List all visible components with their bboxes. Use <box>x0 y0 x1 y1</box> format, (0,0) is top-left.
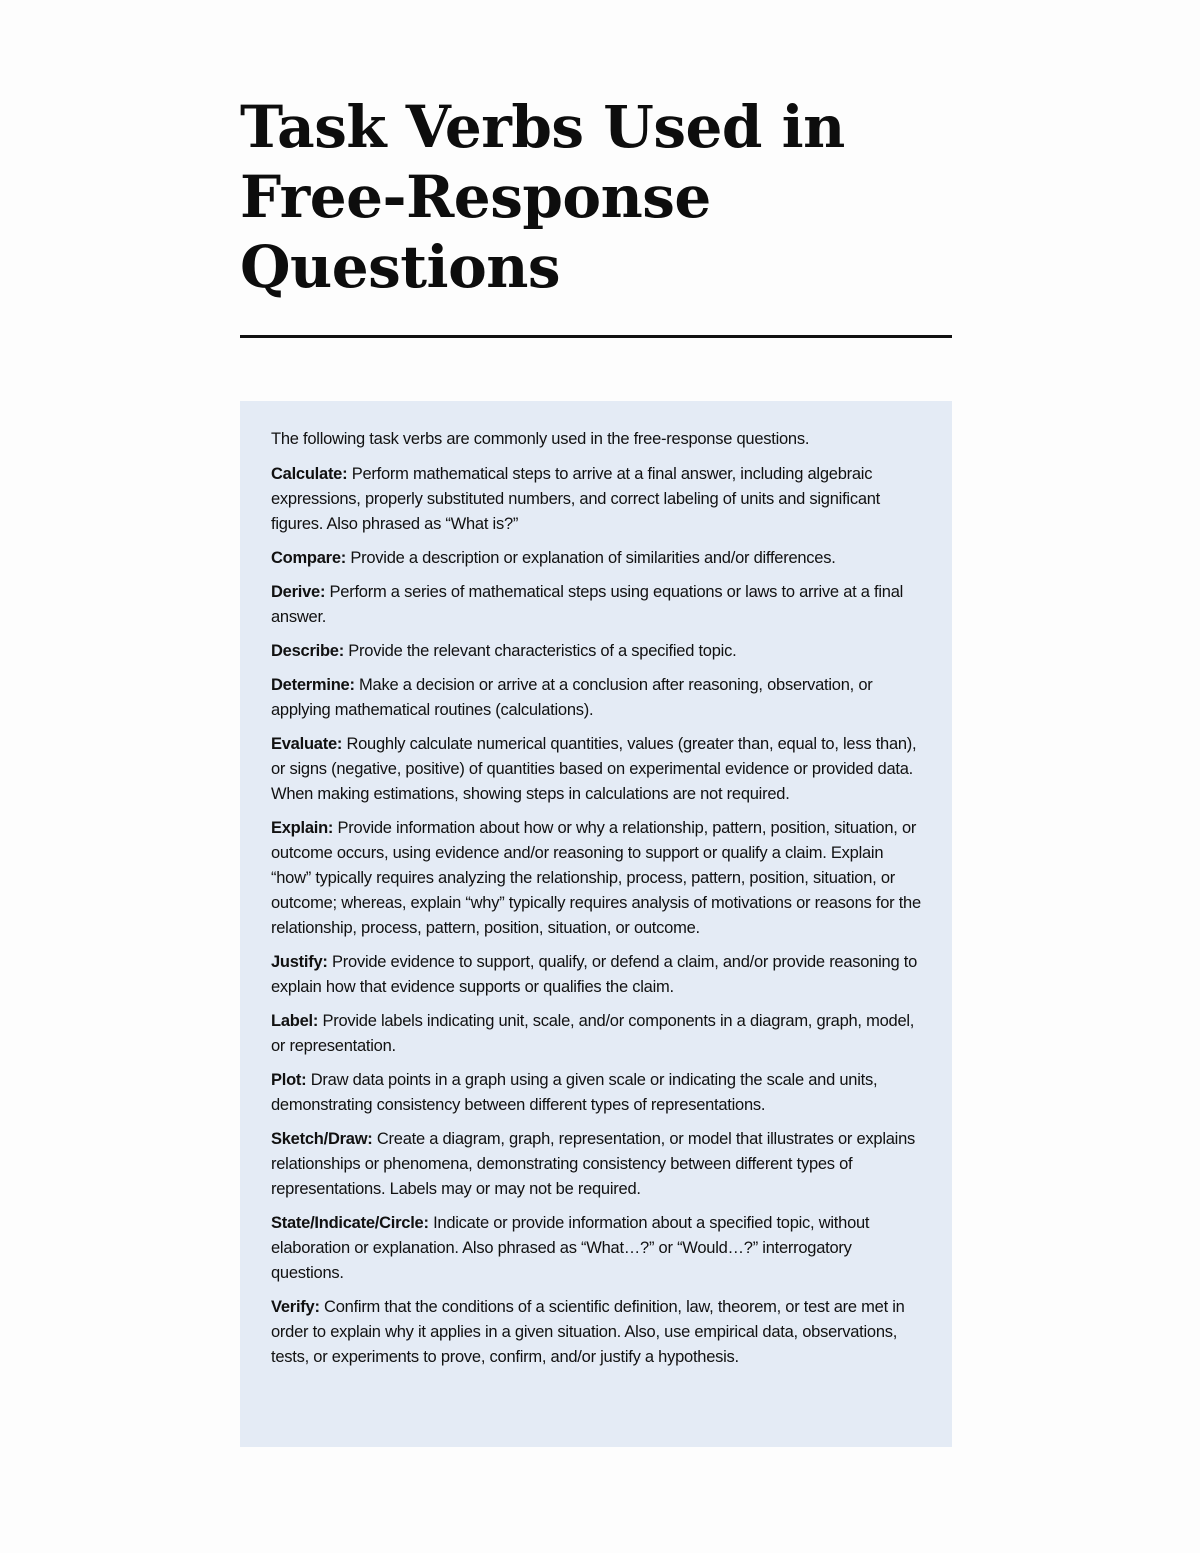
verb-definition: Make a decision or arrive at a conclusion after reasoning, observation, or applying mathematical routines (calculations). <box>271 676 873 719</box>
verb-calculate <box>271 462 922 537</box>
verb-compare <box>271 546 922 571</box>
title-divider <box>240 335 952 338</box>
verb-definition: Perform a series of mathematical steps using equations or laws to arrive at a final answer. <box>271 583 904 626</box>
verb-definition: Provide the relevant characteristics of a specified topic. <box>348 642 737 660</box>
verb-derive <box>271 580 922 630</box>
verb-verify <box>271 1295 922 1370</box>
verb-term: Plot: <box>271 1071 307 1089</box>
verb-term: Verify: <box>271 1298 320 1316</box>
verb-determine <box>271 673 922 723</box>
verb-definition: Confirm that the conditions of a scientific definition, law, theorem, or test are met in order to explain why it applies in a given situation. Also, use empirical data, observations, tests, or experiments to prove, confirm, and/or justify a hypothesis. <box>271 1298 905 1366</box>
verb-term: Calculate: <box>271 465 348 483</box>
verb-term: Label: <box>271 1012 319 1030</box>
verb-term: Derive: <box>271 583 326 601</box>
verb-term: State/Indicate/Circle: <box>271 1214 429 1232</box>
verb-sketch-draw <box>271 1127 922 1202</box>
verb-term: Describe: <box>271 642 344 660</box>
verb-definition: Perform mathematical steps to arrive at a final answer, including algebraic expressions, properly substituted numbers, and correct labeling of units and significant figures. Also phrased as “What is?” <box>271 465 881 533</box>
verb-label <box>271 1009 922 1059</box>
verb-definition: Draw data points in a graph using a given scale or indicating the scale and units, demonstrating consistency between different types of representations. <box>271 1071 878 1114</box>
verb-definition: Provide information about how or why a relationship, pattern, position, situation, or outcome occurs, using evidence and/or reasoning to support or qualify a claim. Explain “how” typically requires analyzing the relationship, process, pattern, position, situation, or outcome; whereas, explain “why” typically requires analysis of motivations or reasons for the relationship, process, pattern, position, situation, or outcome. <box>271 819 921 937</box>
verb-justify <box>271 950 922 1000</box>
verb-definition: Roughly calculate numerical quantities, values (greater than, equal to, less than), or signs (negative, positive) of quantities based on experimental evidence or provided data. When making estimations, showing steps in calculations are not required. <box>271 735 917 803</box>
verb-term: Sketch/Draw: <box>271 1130 373 1148</box>
verb-explain <box>271 816 922 941</box>
verb-plot <box>271 1068 922 1118</box>
verb-definition: Provide a description or explanation of similarities and/or differences. <box>350 549 836 567</box>
verb-term: Compare: <box>271 549 347 567</box>
verb-definition: Provide labels indicating unit, scale, and/or components in a diagram, graph, model, or representation. <box>271 1012 915 1055</box>
verb-definition: Provide evidence to support, qualify, or defend a claim, and/or provide reasoning to explain how that evidence supports or qualifies the claim. <box>271 953 918 996</box>
verb-definition: Create a diagram, graph, representation, or model that illustrates or explains relationships or phenomena, demonstrating consistency between different types of representations. Labels may or may not be required. <box>271 1130 916 1198</box>
intro-text: The following task verbs are commonly used in the free-response questions. <box>271 430 810 448</box>
verb-state-indicate-circle <box>271 1211 922 1286</box>
verb-term: Justify: <box>271 953 328 971</box>
task-verbs-box <box>240 401 952 1447</box>
verb-describe <box>271 639 922 664</box>
verb-term: Determine: <box>271 676 355 694</box>
verb-definition: Indicate or provide information about a specified topic, without elaboration or explanation. Also phrased as “What…?” or “Would…?” interrogatory questions. <box>271 1214 870 1282</box>
verb-term: Evaluate: <box>271 735 343 753</box>
page-title: Task Verbs Used in Free-Response Questions <box>240 93 845 301</box>
verb-evaluate <box>271 732 922 807</box>
verb-term: Explain: <box>271 819 334 837</box>
